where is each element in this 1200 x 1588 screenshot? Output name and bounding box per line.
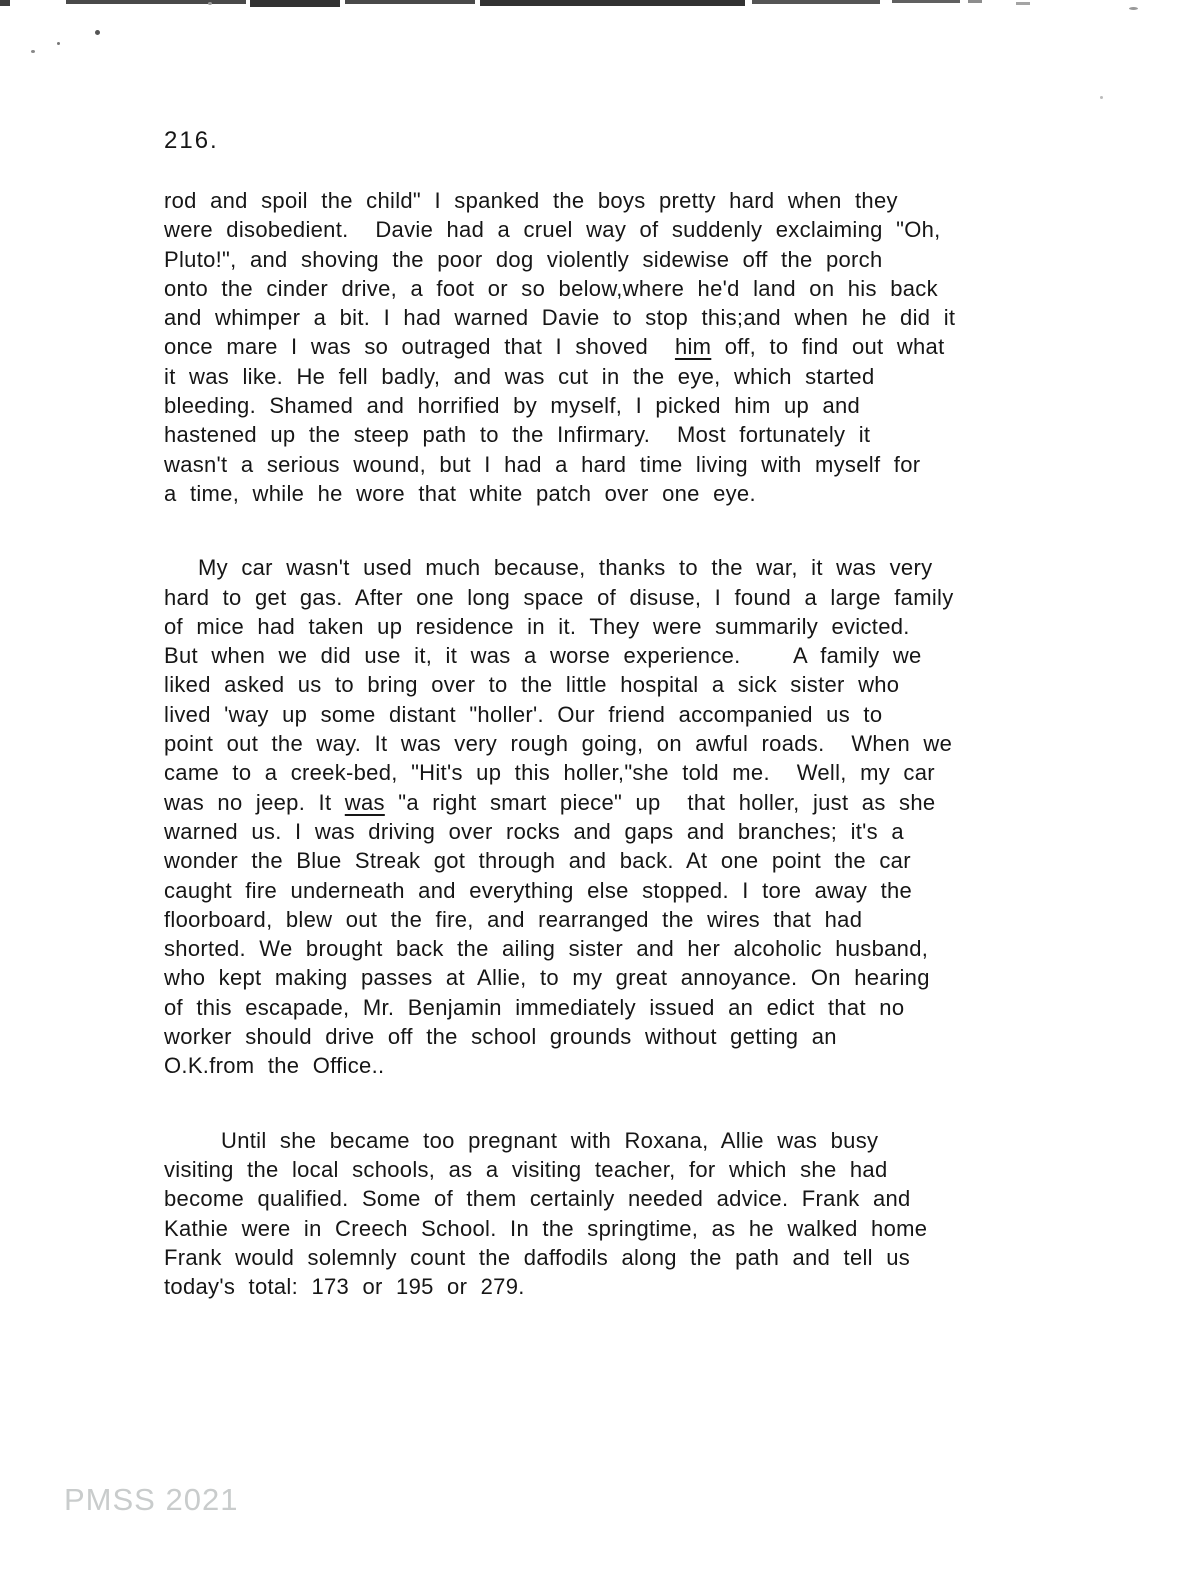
text-line: came to a creek-bed, "Hit's up this holler,"she told me. Well, my car [164,760,935,786]
page-number: 216. [164,127,219,154]
text-line: warned us. I was driving over rocks and gaps and branches; it's a [164,818,904,844]
text-line: lived 'way up some distant "holler'. Our friend accompanied us to [164,701,883,727]
text-line: rod and spoil the child" I spanked the boys pretty hard when they [164,188,898,213]
scan-speck [1129,7,1138,10]
text-line: My car wasn't used much because, thanks to the war, it was very [198,555,933,581]
scan-speck [208,2,212,5]
scan-artifact [0,0,10,6]
scan-artifact [345,0,475,4]
text-line: once mare I was so outraged that I shoved him off, to find out what [164,334,945,360]
text-line: were disobedient. Davie had a cruel way of suddenly exclaiming "Oh, [164,217,941,243]
text-line: hastened up the steep path to the Infirmary. Most fortunately it [164,422,871,448]
text-line: O.K.from the Office.. [164,1053,385,1079]
scan-speck [57,42,60,45]
underlined-word: was [344,789,385,815]
text-line: a time, while he wore that white patch over one eye. [164,480,756,506]
text-line: become qualified. Some of them certainly needed advice. Frank and [164,1186,911,1212]
text-line: wonder the Blue Streak got through and back. At one point the car [164,848,911,874]
watermark: PMSS 2021 [64,1482,239,1517]
text-line: But when we did use it, it was a worse experience. A family we [164,643,922,669]
text-line: of this escapade, Mr. Benjamin immediately issued an edict that no [164,994,905,1020]
scan-artifact [1016,2,1030,5]
text-line: Frank would solemnly count the daffodils along the path and tell us [164,1244,911,1270]
text-line: of mice had taken up residence in it. They were summarily evicted. [164,613,910,639]
text-line: and whimper a bit. I had warned Davie to stop this;and when he did it [164,305,956,331]
text-line: bleeding. Shamed and horrified by myself, I picked him up and [164,393,861,419]
text-line: today's total: 173 or 195 or 279. [164,1274,525,1300]
paragraph [164,553,1036,1080]
scan-speck [31,50,35,53]
text-body [164,186,1036,1301]
text-line: hard to get gas. After one long space of disuse, I found a large family [164,584,954,610]
scan-artifact [752,0,880,4]
scan-speck [95,30,100,35]
underlined-word: him [674,334,712,360]
text-line: caught fire underneath and everything else stopped. I tore away the [164,877,913,903]
paragraph [164,186,1036,508]
scan-artifact [250,0,340,7]
text-line: worker should drive off the school grounds without getting an [164,1024,837,1050]
scan-speck [1100,96,1103,99]
text-line: liked asked us to bring over to the little hospital a sick sister who [164,672,900,698]
text-line: Pluto!", and shoving the poor dog violently sidewise off the porch [164,246,883,272]
text-line: floorboard, blew out the fire, and rearranged the wires that had [164,906,863,932]
scan-artifact [968,0,982,3]
text-line: Kathie were in Creech School. In the springtime, as he walked home [164,1215,928,1241]
text-line: point out the way. It was very rough going, on awful roads. When we [164,731,953,757]
text-line: it was like. He fell badly, and was cut in the eye, which started [164,363,875,389]
paragraph [164,1126,1036,1302]
scan-artifact [892,0,960,3]
text-line: shorted. We brought back the ailing sister and her alcoholic husband, [164,936,929,962]
text-line: was no jeep. It was "a right smart piece" up that holler, just as she [164,789,936,815]
text-line: visiting the local schools, as a visiting teacher, for which she had [164,1156,888,1182]
text-line: who kept making passes at Allie, to my great annoyance. On hearing [164,965,930,991]
text-line: wasn't a serious wound, but I had a hard time living with myself for [164,451,921,477]
text-line: Until she became too pregnant with Roxana, Allie was busy [221,1127,879,1153]
scan-artifact [66,0,246,4]
text-line: onto the cinder drive, a foot or so below,where he'd land on his back [164,275,938,301]
scan-artifact [480,0,745,6]
